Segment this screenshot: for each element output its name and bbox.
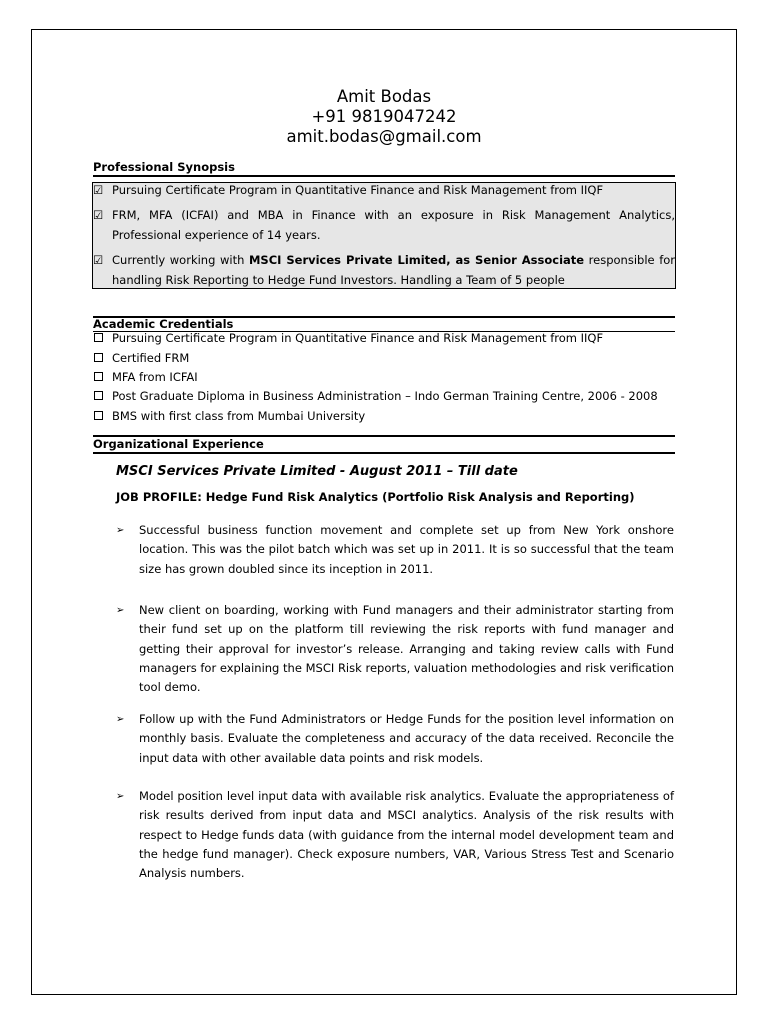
arrow-bullet-icon: ➢ [116, 791, 125, 802]
experience-heading: Organizational Experience [93, 437, 264, 451]
synopsis-item-text: FRM, MFA (ICFAI) and MBA in Finance with an exposure in Risk Management Analytics, Professional experience of 14 years. [112, 208, 675, 242]
synopsis-item-text-part: Currently working with [112, 253, 249, 267]
company-title: MSCI Services Private Limited - August 2011 – Till date [116, 464, 518, 479]
academic-item-text: Post Graduate Diploma in Business Administration – Indo German Training Centre, 2006 - 2008 [112, 389, 658, 403]
arrow-bullet-icon: ➢ [116, 525, 125, 536]
experience-bullet-text: Model position level input data with available risk analytics. Evaluate the appropriateness of risk results derived from input data and MSCI analytics. Analysis of the risk results with respect to Hedge funds data (with guidance from the internal model development team and the hedge fund manager). Check exposure numbers, VAR, Various Stress Test and Scenario Analysis numbers. [139, 789, 674, 881]
experience-bullet-text: Follow up with the Fund Administrators or Hedge Funds for the position level information on monthly basis. Evaluate the completeness and accuracy of the data received. Reconcile the input data with other available data points and risk models. [139, 712, 674, 765]
synopsis-item-text: Pursuing Certificate Program in Quantitative Finance and Risk Management from IIQF [112, 183, 604, 197]
academic-item-text: Certified FRM [112, 351, 190, 365]
resume-header [0, 87, 768, 147]
synopsis-item-text-part: responsible for handling Risk Reporting to Hedge Fund Investors. Handling a Team of 5 people [112, 253, 676, 287]
checkbox-checked-icon: ☑ [93, 183, 104, 197]
checkbox-square-icon [94, 411, 103, 420]
candidate-name: Amit Bodas [336, 87, 432, 106]
experience-bullet [116, 787, 674, 883]
arrow-bullet-icon: ➢ [116, 714, 125, 725]
synopsis-item [93, 206, 675, 245]
synopsis-item [93, 181, 675, 201]
experience-bullet [116, 521, 674, 579]
synopsis-heading: Professional Synopsis [93, 160, 235, 174]
experience-rule-bottom [93, 452, 675, 454]
academic-heading: Academic Credentials [93, 317, 234, 331]
checkbox-square-icon [94, 391, 103, 400]
academic-item-text: Pursuing Certificate Program in Quantitative Finance and Risk Management from IIQF [112, 331, 604, 345]
synopsis-item [93, 251, 675, 290]
experience-bullet [116, 710, 674, 768]
checkbox-checked-icon: ☑ [93, 253, 104, 267]
checkbox-square-icon [94, 353, 103, 362]
academic-item-text: BMS with first class from Mumbai University [112, 409, 366, 423]
synopsis-rule [93, 175, 675, 177]
academic-item [93, 351, 675, 365]
candidate-phone: +91 9819047242 [311, 107, 457, 126]
checkbox-checked-icon: ☑ [93, 208, 104, 222]
academic-item [93, 409, 675, 423]
checkbox-square-icon [94, 372, 103, 381]
academic-item-text: MFA from ICFAI [112, 370, 198, 384]
experience-bullet-text: New client on boarding, working with Fund managers and their administrator starting from their fund set up on the platform till reviewing the risk reports with fund manager and getting their approval for investor’s release. Arranging and taking review calls with Fund managers for explaining the MSCI Risk reports, valuation methodologies and risk verification tool demo. [139, 603, 674, 695]
experience-bullet [116, 601, 674, 697]
checkbox-square-icon [94, 333, 103, 342]
job-profile: JOB PROFILE: Hedge Fund Risk Analytics (Portfolio Risk Analysis and Reporting) [116, 490, 635, 504]
arrow-bullet-icon: ➢ [116, 605, 125, 616]
academic-item [93, 389, 675, 403]
synopsis-item-text [93, 251, 675, 290]
academic-item [93, 370, 675, 384]
current-employer-highlight: MSCI Services Private Limited, as Senior Associate [248, 253, 585, 267]
experience-bullet-text: Successful business function movement and complete set up from New York onshore location. This was the pilot batch which was set up in 2011. It is so successful that the team size has grown doubled since its inception in 2011. [139, 523, 674, 576]
candidate-email: amit.bodas@gmail.com [286, 127, 482, 146]
academic-item [93, 331, 675, 345]
